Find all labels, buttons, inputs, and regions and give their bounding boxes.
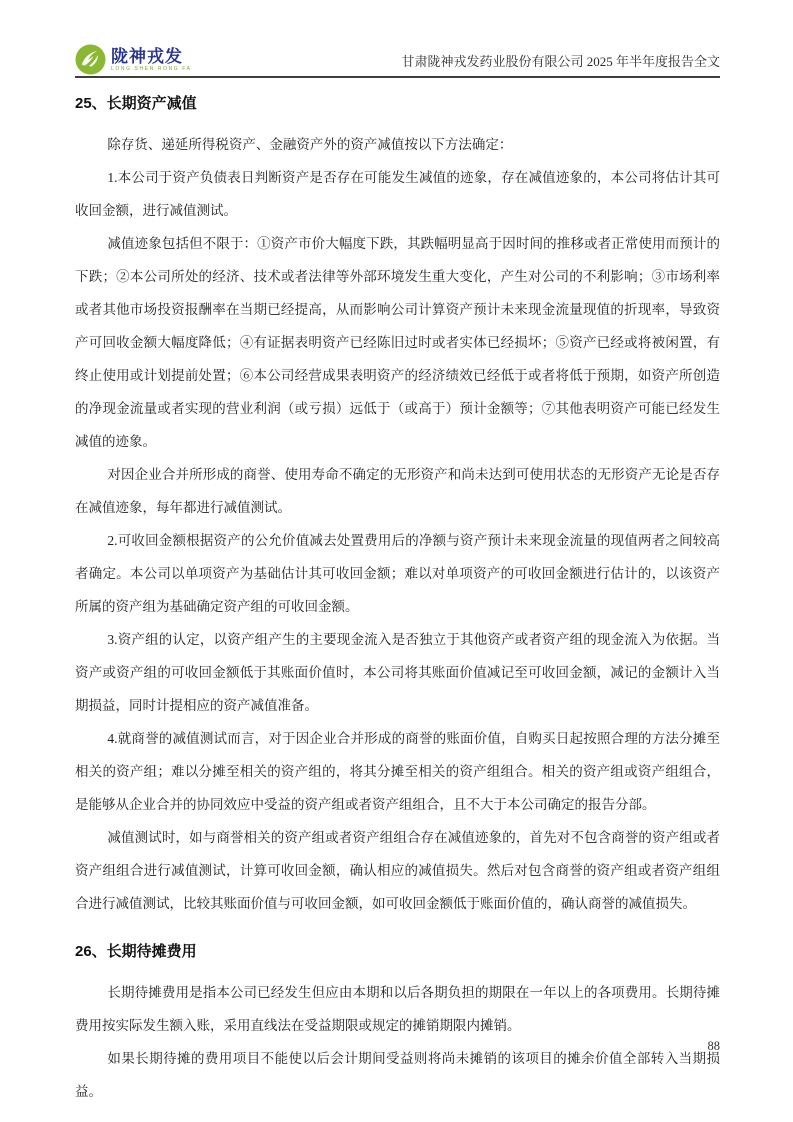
company-logo [75, 44, 192, 76]
section-heading: 25、长期资产减值 [75, 95, 197, 112]
section-long-term-asset-impairment [75, 93, 720, 920]
document-body [75, 93, 720, 1108]
paragraph: 对因企业合并所形成的商誉、使用寿命不确定的无形资产和尚未达到可使用状态的无形资产无论是否存在减值迹象，每年都进行减值测试。 [75, 467, 720, 515]
paragraph: 长期待摊费用是指本公司已经发生但应由本期和以后各期负担的期限在一年以上的各项费用。长期待摊费用按实际发生额入账，采用直线法在受益期限或规定的摊销期限内摊销。 [75, 985, 720, 1033]
paragraph: 2.可收回金额根据资产的公允价值减去处置费用后的净额与资产预计未来现金流量的现值两者之间较高者确定。本公司以单项资产为基础估计其可收回金额；难以对单项资产的可收回金额进行估计的，以该资产所属的资产组为基础确定资产组的可收回金额。 [75, 533, 720, 614]
report-title: 甘肃陇神戎发药业股份有限公司 2025 年半年度报告全文 [401, 54, 720, 69]
page-header [75, 42, 720, 76]
paragraph: 除存货、递延所得税资产、金融资产外的资产减值按以下方法确定： [107, 137, 513, 152]
paragraph: 3.资产组的认定，以资产组产生的主要现金流入是否独立于其他资产或者资产组的现金流入为依据。当资产或资产组的可收回金额低于其账面价值时，本公司将其账面价值减记至可收回金额，减记的金额计入当期损益，同时计提相应的资产减值准备。 [75, 632, 720, 713]
paragraph: 减值迹象包括但不限于：①资产市价大幅度下跌，其跌幅明显高于因时间的推移或者正常使用而预计的下跌；②本公司所处的经济、技术或者法律等外部环境发生重大变化，产生对公司的不利影响；③市场利率或者其他市场投资报酬率在当期已经提高，从而影响公司计算资产预计未来现金流量现值的折现率，导致资产可回收金额大幅度降低；④有证据表明资产已经陈旧过时或者实体已经损坏；⑤资产已经或将被闲置，有终止使用或计划提前处置；⑥本公司经营成果表明资产的经济绩效已经低于或者将低于预期，如资产所创造的净现金流量或者实现的营业利润（或亏损）远低于（或高于）预计金额等；⑦其他表明资产可能已经发生减值的迹象。 [75, 236, 720, 449]
paragraph: 4.就商誉的减值测试而言，对于因企业合并形成的商誉的账面价值，自购买日起按照合理的方法分摊至相关的资产组；难以分摊至相关的资产组的，将其分摊至相关的资产组组合。相关的资产组或资产组组合，是能够从企业合并的协同效应中受益的资产组或者资产组组合，且不大于本公司确定的报告分部。 [75, 731, 720, 812]
paragraph: 1.本公司于资产负债表日判断资产是否存在可能发生减值的迹象，存在减值迹象的，本公司将估计其可收回金额，进行减值测试。 [75, 170, 720, 218]
section-heading: 26、长期待摊费用 [75, 943, 197, 960]
logo-mark-icon [75, 44, 106, 75]
page-number: 88 [707, 1039, 720, 1053]
paragraph: 如果长期待摊的费用项目不能使以后会计期间受益则将尚未摊销的该项目的摊余价值全部转入当期损益。 [75, 1051, 720, 1099]
header-divider [75, 76, 720, 78]
brand-name-cn: 陇神戎发 [111, 46, 183, 66]
brand-name-en: LONG SHEN RONG FA [111, 65, 192, 72]
logo-wordmark [111, 48, 192, 72]
page-footer [708, 1037, 721, 1055]
section-long-term-deferred-expenses [75, 941, 720, 1108]
paragraph: 减值测试时，如与商誉相关的资产组或者资产组组合存在减值迹象的，首先对不包含商誉的资产组或者资产组组合进行减值测试，计算可收回金额，确认相应的减值损失。然后对包含商誉的资产组或者资产组组合进行减值测试，比较其账面价值与可收回金额，如可收回金额低于账面价值的，确认商誉的减值损失。 [75, 830, 720, 911]
